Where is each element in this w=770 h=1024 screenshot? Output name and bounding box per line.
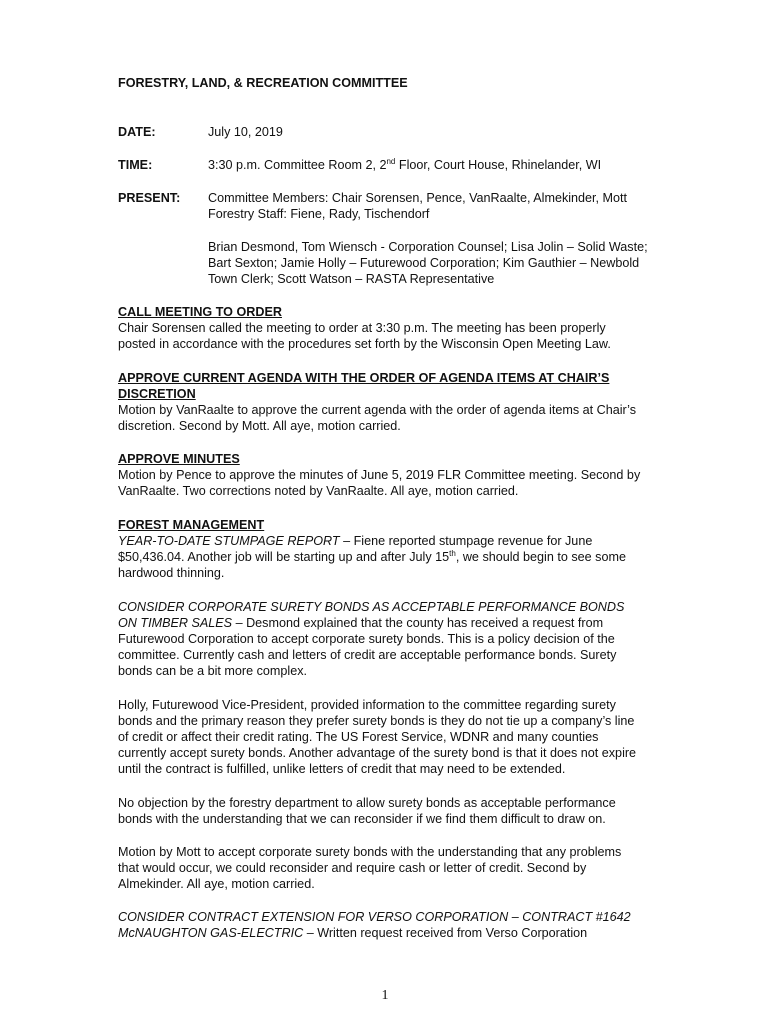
guests-list: Brian Desmond, Tom Wiensch - Corporation Counsel; Lisa Jolin – Solid Waste; Bart Sexton; Jamie Holly – Futurewood Corporation; Kim Gauthier – Newbold Town Clerk; Scott Watson – RASTA Representative <box>208 240 648 286</box>
verso-title: CONSIDER CONTRACT EXTENSION FOR VERSO CORPORATION – CONTRACT #1642 <box>118 910 631 924</box>
forest-management-heading: FOREST MANAGEMENT <box>118 518 265 532</box>
objection-paragraph: No objection by the forestry department to allow surety bonds as acceptable performance bonds with the understanding that we can reconsider if we find them difficult to draw on. <box>118 796 616 826</box>
time-value: 3:30 p.m. Committee Room 2, 2nd Floor, Court House, Rhinelander, WI <box>208 157 602 172</box>
verso-paragraph: CONSIDER CONTRACT EXTENSION FOR VERSO CORPORATION – CONTRACT #1642 McNAUGHTON GAS-ELECTRIC – Written request received from Verso Corporation <box>118 909 708 941</box>
present-list <box>208 190 627 222</box>
approve-agenda-heading: APPROVE CURRENT AGENDA WITH THE ORDER OF AGENDA ITEMS AT CHAIR’S <box>118 371 610 385</box>
approve-minutes-heading: APPROVE MINUTES <box>118 452 240 466</box>
approve-minutes-section: APPROVE MINUTES Motion by Pence to approve the minutes of June 5, 2019 FLR Committee meeting. Second by VanRaalte. Two corrections noted by VanRaalte. All aye, motion carried. <box>118 451 708 499</box>
date-value: July 10, 2019 <box>208 125 283 139</box>
page-number: 1 <box>381 988 389 1003</box>
call-meeting-section: CALL MEETING TO ORDER Chair Sorensen called the meeting to order at 3:30 p.m. The meeting has been properly posted in accordance with the procedures set forth by the Wisconsin Open Meeting Law. <box>118 304 708 352</box>
document-title: FORESTRY, LAND, & RECREATION COMMITTEE <box>118 76 408 90</box>
holly-paragraph: Holly, Futurewood Vice-President, provided information to the committee regarding surety bonds and the primary reason they prefer surety bonds is they do not tie up a company’s line of credit or affect their credit rating. The US Forest Service, WDNR and many counties currently accept surety bonds. Another advantage of the surety bond is that it does not expire until the contract is fulfilled, unlike letters of credit that may need to be extended. <box>118 698 637 776</box>
time-label: TIME: <box>118 158 153 172</box>
forest-management-section: FOREST MANAGEMENT YEAR-TO-DATE STUMPAGE REPORT – Fiene reported stumpage revenue for June $50,436.04. Another job will be starting up and after July 15th, we should begin to see some hardwood thinning. <box>118 517 708 581</box>
stumpage-report-line: YEAR-TO-DATE STUMPAGE REPORT – Fiene reported stumpage revenue for June <box>118 534 593 548</box>
surety-bonds-title: CONSIDER CORPORATE SURETY BONDS AS ACCEPTABLE PERFORMANCE BONDS <box>118 600 625 614</box>
date-label: DATE: <box>118 125 156 139</box>
motion-paragraph: Motion by Mott to accept corporate surety bonds with the understanding that any problems that would occur, we could reconsider and require cash or letter of credit. Second by Almekinder. All aye, motion carried. <box>118 845 622 891</box>
present-label: PRESENT: <box>118 191 181 205</box>
surety-bonds-paragraph: CONSIDER CORPORATE SURETY BONDS AS ACCEPTABLE PERFORMANCE BONDS ON TIMBER SALES – Desmond explained that the county has received a request from Futurewood Corporation to accept corporate surety bonds. This is a policy decision of the committee. Currently cash and letters of credit are acceptable performance bonds. Surety bonds can be a bit more complex. <box>118 599 708 679</box>
forestry-staff-line: Forestry Staff: Fiene, Rady, Tischendorf <box>208 207 430 221</box>
committee-members-line: Committee Members: Chair Sorensen, Pence, VanRaalte, Almekinder, Mott <box>208 191 628 205</box>
call-meeting-heading: CALL MEETING TO ORDER <box>118 305 282 319</box>
approve-agenda-section: APPROVE CURRENT AGENDA WITH THE ORDER OF AGENDA ITEMS AT CHAIR’S DISCRETION Motion by VanRaalte to approve the current agenda with the order of agenda items at Chair’s discretion. Second by Mott. All aye, motion carried. <box>118 370 708 434</box>
